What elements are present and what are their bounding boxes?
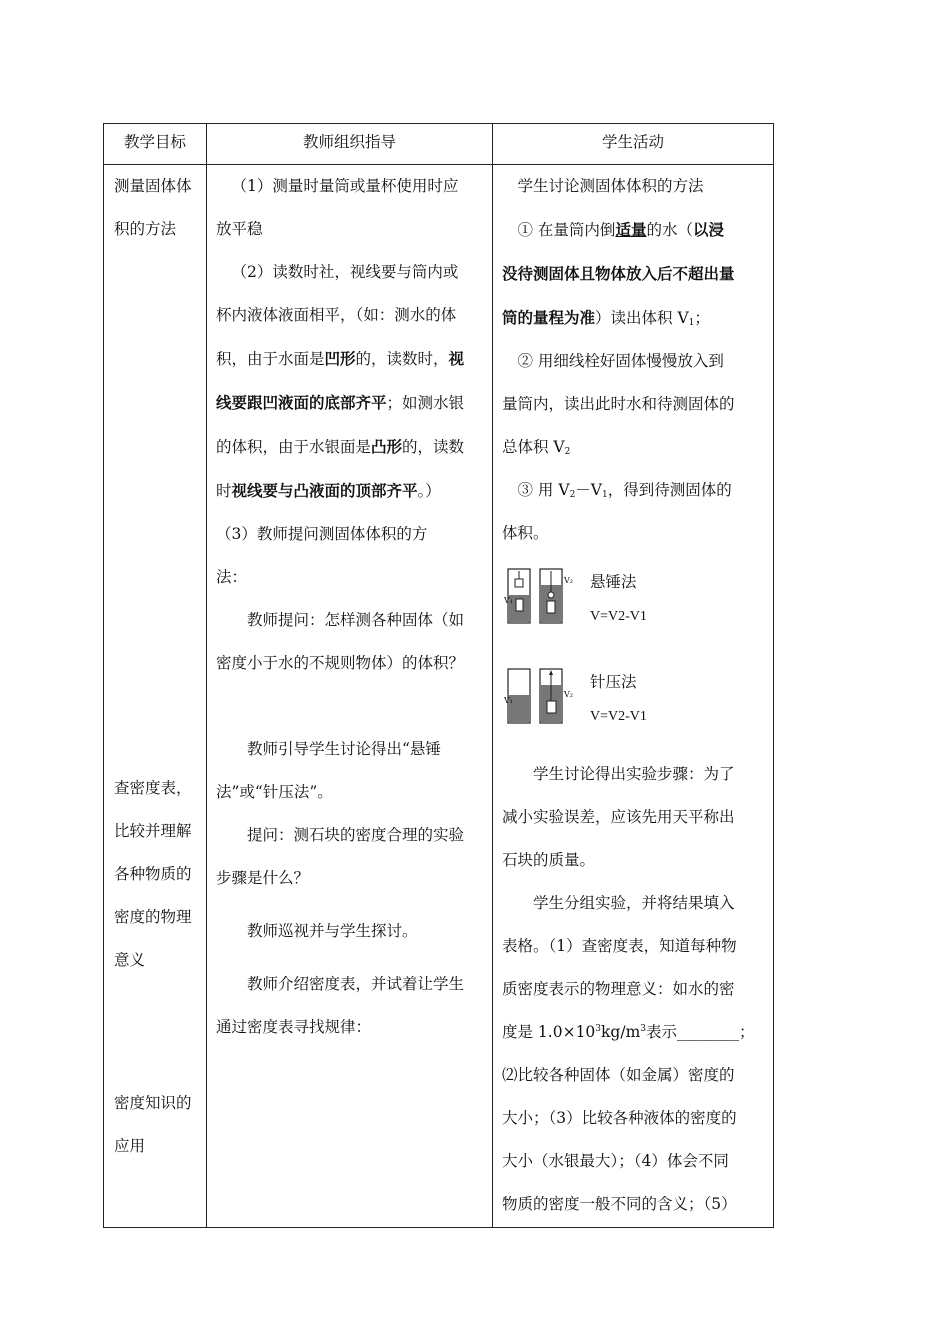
student-text: 物质的密度一般不同的含义；（5） <box>502 1195 737 1213</box>
cylinder-diagram <box>502 565 582 627</box>
goal-text: 比较并理解 <box>114 822 192 840</box>
student-text: 度是 $1.0\times 10^3kg/m^3$表示________； <box>502 1023 755 1041</box>
student-text: 石块的质量。 <box>502 851 596 869</box>
teacher-text: 放平稳 <box>216 220 263 238</box>
teacher-text: 时视线要与凸液面的顶部齐平。） <box>216 481 441 500</box>
teacher-text: （2）读数时社，视线要与筒内或 <box>231 263 459 281</box>
student-text: 学生分组实验，并将结果填入 <box>533 894 735 912</box>
goal-text: 测量固体体 <box>114 177 192 195</box>
svg-text:V₁: V₁ <box>504 696 513 705</box>
goal-text: 各种物质的 <box>114 865 192 883</box>
student-column <box>502 165 770 1226</box>
teacher-text: 步骤是什么？ <box>216 869 310 887</box>
teacher-text: 教师介绍密度表，并试着让学生 <box>247 975 465 993</box>
goals-column <box>114 165 204 1168</box>
method-formula: V=V2-V1 <box>590 709 647 724</box>
student-text: 减小实验误差，应该先用天平称出 <box>502 808 735 826</box>
figure-suspended-weight <box>502 565 770 635</box>
method-formula: V=V2-V1 <box>590 609 647 624</box>
teacher-text: 教师引导学生讨论得出“悬锤 <box>247 740 441 758</box>
goal-text: 意义 <box>114 951 146 969</box>
student-text: 总体积 $V_2$ <box>502 438 571 457</box>
svg-text:V₂: V₂ <box>564 576 573 585</box>
teacher-text: 法： <box>216 568 248 586</box>
student-text: ③ 用 $V_2-V_1$，得到待测固体的 <box>517 481 732 500</box>
svg-text:V₂: V₂ <box>564 690 573 699</box>
teacher-text: 教师巡视并与学生探讨。 <box>247 922 418 940</box>
student-text: 量筒内，读出此时水和待测固体的 <box>502 395 735 413</box>
student-text: ① 在量筒内倒适量的水（以浸 <box>517 220 724 239</box>
goal-text: 密度的物理 <box>114 908 192 926</box>
teacher-text: 通过密度表寻找规律： <box>216 1018 372 1036</box>
teacher-text: 法”或“针压法”。 <box>216 783 333 801</box>
teacher-text: 密度小于水的不规则物体）的体积？ <box>216 654 465 672</box>
student-text: 大小；（3）比较各种液体的密度的 <box>502 1109 737 1127</box>
student-text: 体积。 <box>502 524 549 542</box>
student-text: ② 用细线栓好固体慢慢放入到 <box>517 352 724 370</box>
student-text: 质密度表示的物理意义：如水的密 <box>502 980 735 998</box>
teacher-text: （1）测量时量筒或量杯使用时应 <box>231 177 459 195</box>
teacher-text: 提问：测石块的密度合理的实验 <box>247 826 465 844</box>
method-name: 悬锤法 <box>590 573 637 591</box>
header-teacher: 教师组织指导 <box>302 133 396 151</box>
teacher-text: 杯内液体液面相平，（如：测水的体 <box>216 306 457 324</box>
teacher-text: 教师提问：怎样测各种固体（如 <box>247 611 465 629</box>
teacher-text: 积，由于水面是凹形的，读数时，视 <box>216 349 465 368</box>
teacher-text: 的体积，由于水银面是凸形的，读数 <box>216 437 465 456</box>
student-text: 筒的量程为准）读出体积 $V_1$； <box>502 308 710 328</box>
figure-needle-press <box>502 665 770 735</box>
teacher-text: 线要跟凹液面的底部齐平；如测水银 <box>216 393 465 412</box>
cylinder-diagram <box>502 665 582 727</box>
student-text: 学生讨论得出实验步骤：为了 <box>533 765 735 783</box>
header-student: 学生活动 <box>601 133 664 151</box>
goal-text: 密度知识的 <box>114 1094 192 1112</box>
lesson-table <box>103 123 774 1228</box>
column-divider <box>492 124 493 1227</box>
goal-text: 积的方法 <box>114 220 177 238</box>
teacher-column <box>216 165 488 1049</box>
student-text: ⑵比较各种固体（如金属）密度的 <box>502 1066 735 1084</box>
method-name: 针压法 <box>590 673 637 691</box>
column-divider <box>206 124 207 1227</box>
student-text: 学生讨论测固体体积的方法 <box>517 177 704 195</box>
student-text: 没待测固体且物体放入后不超出量 <box>502 264 735 283</box>
student-text: 表格。（1）查密度表，知道每种物 <box>502 937 737 955</box>
teacher-text: （3）教师提问测固体体积的方 <box>216 525 428 543</box>
goal-text: 应用 <box>114 1137 146 1155</box>
svg-text:V₁: V₁ <box>504 596 513 605</box>
header-goals: 教学目标 <box>123 133 186 151</box>
student-text: 大小（水银最大）；（4）体会不同 <box>502 1152 729 1170</box>
goal-text: 查密度表， <box>114 779 192 797</box>
